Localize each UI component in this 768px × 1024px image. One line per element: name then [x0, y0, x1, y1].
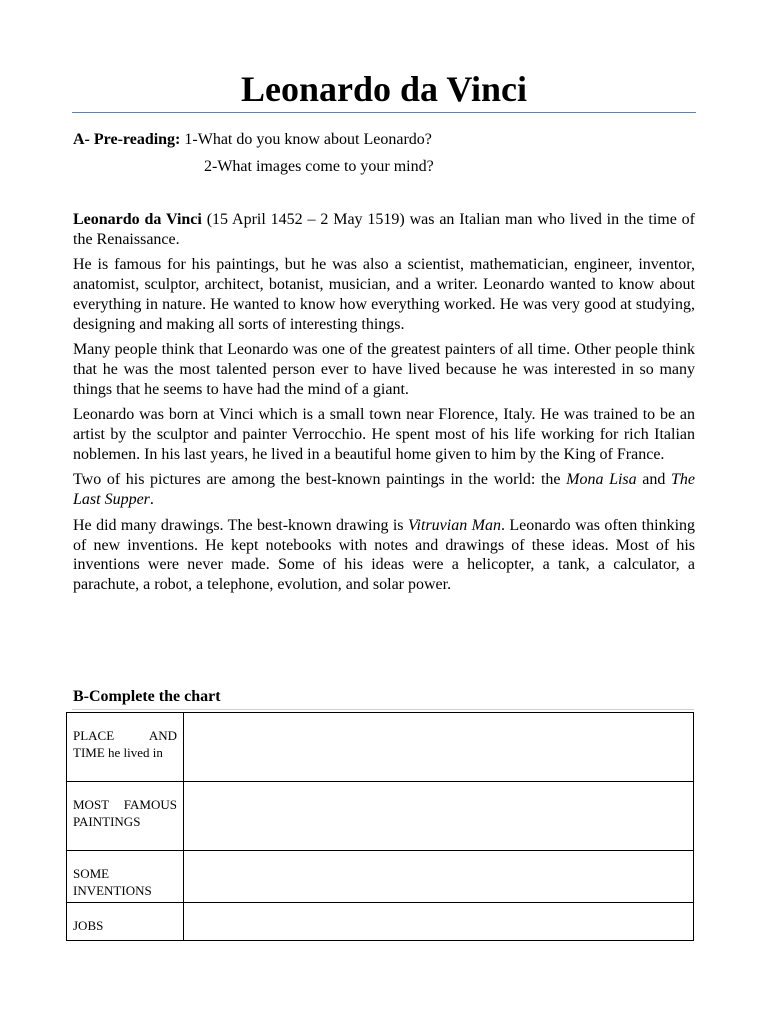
paragraph-greatest: Many people think that Leonardo was one of the greatest painters of all time. Other people think that he was the most talented person ever to have lived because he was interested in so many things that he seems to have had the mind of a giant.	[73, 341, 695, 398]
complete-chart-table	[66, 712, 694, 941]
last-supper-title: The Last Supper	[73, 471, 696, 509]
pre-reading-q2: 2-What images come to your mind?	[204, 158, 434, 175]
paragraph-drawings	[73, 516, 695, 595]
reading-text	[73, 210, 695, 601]
mona-lisa-title: Mona Lisa	[566, 471, 637, 489]
chart-label-caps: JOBS	[73, 918, 104, 933]
and-text: and	[642, 471, 666, 489]
chart-row-paintings	[67, 782, 694, 851]
pre-reading-label: A- Pre-reading:	[73, 131, 181, 148]
page-title: Leonardo da Vinci	[240, 69, 528, 109]
inventions-text: . Leonardo was often thinking of new inventions. He kept notebooks with notes and drawings of these ideas. Most of his inventions were never made. Some of his ideas were a helicopter, a tank, a calculator, a parachute, a robot, a telephone, evolution, and solar power.	[73, 516, 696, 593]
chart-label-caps: PLACE AND TIME	[73, 728, 177, 760]
paragraph-pictures	[73, 470, 695, 509]
chart-row-jobs	[67, 903, 694, 941]
chart-answer-jobs[interactable]	[184, 903, 694, 941]
drawings-text: He did many drawings. The best-known drawing is	[73, 516, 404, 534]
chart-label-caps: SOME INVENTIONS	[73, 866, 152, 898]
chart-label-jobs	[67, 903, 184, 941]
period-text: .	[149, 491, 154, 509]
chart-row-place-time	[67, 713, 694, 782]
vitruvian-man-title: Vitruvian Man	[407, 516, 501, 534]
leonardo-name: Leonardo da Vinci	[73, 211, 202, 228]
chart-label-place-time	[67, 713, 184, 782]
pre-reading-q1: 1-What do you know about Leonardo?	[184, 131, 432, 148]
chart-row-inventions	[67, 851, 694, 903]
title-underline	[72, 112, 696, 113]
paragraph-intro-text: (15 April 1452 – 2 May 1519) was an Italian man who lived in the time of the Renaissance.	[73, 211, 696, 248]
pre-reading-question-1	[73, 130, 432, 150]
chart-label-inventions	[67, 851, 184, 903]
paragraph-intro	[73, 210, 695, 249]
chart-answer-paintings[interactable]	[184, 782, 694, 851]
paragraph-famous: He is famous for his paintings, but he was also a scientist, mathematician, engineer, inventor, anatomist, sculptor, architect, botanist, musician, and a writer. Leonardo wanted to know about everything in nature. He wanted to know how everything worked. He was very good at studying, designing and making all sorts of interesting things.	[73, 256, 695, 333]
chart-answer-place-time[interactable]	[184, 713, 694, 782]
section-b-heading: B-Complete the chart	[73, 688, 221, 705]
pictures-text: Two of his pictures are among the best-known paintings in the world: the	[73, 471, 561, 489]
chart-label-rest: he lived in	[104, 745, 163, 760]
chart-label-caps: MOST FAMOUS PAINTINGS	[73, 797, 177, 829]
chart-label-paintings	[67, 782, 184, 851]
paragraph-born: Leonardo was born at Vinci which is a small town near Florence, Italy. He was trained to be an artist by the sculptor and painter Verrocchio. He spent most of his life working for rich Italian noblemen. In his last years, he lived in a beautiful home given to him by the King of France.	[73, 406, 695, 463]
section-b-rule	[72, 709, 694, 710]
chart-answer-inventions[interactable]	[184, 851, 694, 903]
